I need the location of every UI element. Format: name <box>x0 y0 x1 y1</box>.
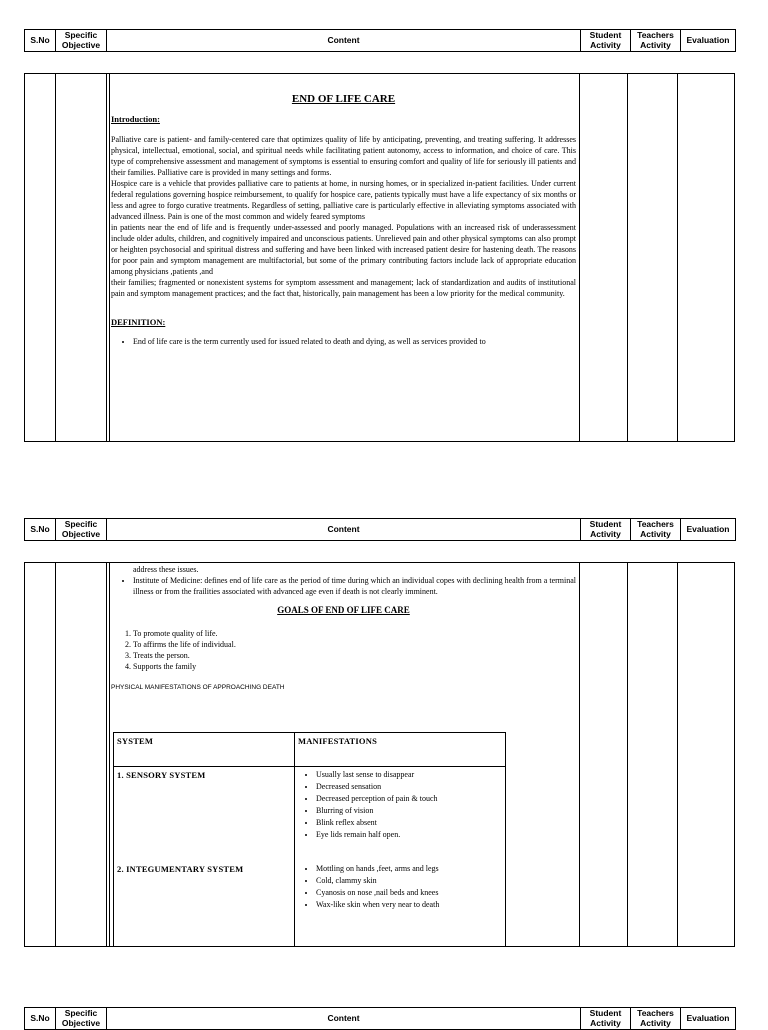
definition-item: • Institute of Medicine: defines end of life care as the period of time during which an individual copes with declining health from a terminal illness or from the frailities associated with advanced age even if death is not clearly imminent. <box>133 575 576 597</box>
manifestation-item: • Blurring of vision <box>316 805 502 817</box>
header-evaluation: Evaluation <box>681 519 736 541</box>
table-header-system: SYSTEM <box>114 733 295 767</box>
manifestation-item: • Wax-like skin when very near to death <box>316 899 502 911</box>
system-name: 1. SENSORY SYSTEM <box>114 767 295 861</box>
page-2-body <box>24 562 735 947</box>
manifestation-item: • Eye lids remain half open. <box>316 829 502 841</box>
content-column <box>111 564 576 693</box>
introduction-heading: Introduction: <box>111 114 160 124</box>
header-sno: S.No <box>25 519 56 541</box>
intro-paragraph-2: Hospice care is a vehicle that provides palliative care to patients at home, in nursing homes, or in specialized in-patient facilities. Under current federal regulations governing hospice reimbursement, to qualify for hospice care, patients typically must have a life expectancy of six months or less and agree to forgo curative treatments. Regardless of setting, palliative care is particularly effective in alleviating symptoms associated with advanced illness. Pain is one of the most common and widely feared symptoms <box>111 179 576 221</box>
continued-text: address these issues. <box>133 565 199 574</box>
manifestation-item: • Mottling on hands ,feet, arms and legs <box>316 863 502 875</box>
intro-paragraph-3: in patients near the end of life and is frequently under-assessed and poorly managed. Populations with an increased risk of underassessment include older adults, children, and cognitively impaired and unconscious patients. Unrelieved pain and other physical symptoms can also prompt or heighten psychosocial and spiritual distress and suffering and have been linked with increased patient desire for hastening death. The reasons for poor pain and symptom management are multifactorial, but some of the primary contributing factors include lack of appropriate education among physicians ,patients ,and <box>111 223 576 276</box>
column-header-2 <box>24 518 736 541</box>
manifestations-cell <box>295 767 506 861</box>
intro-paragraph-4: their families; fragmented or nonexistent systems for symptom assessment and management; lack of standardization and audits of institutional pain and symptom management practices; and the fact that, historically, pain management has been a low priority for the medical community. <box>111 278 576 298</box>
definition-heading: DEFINITION: <box>111 317 166 327</box>
goal-item: 4. Supports the family <box>133 661 576 672</box>
system-name: 2. INTEGUMENTARY SYSTEM <box>114 861 295 947</box>
header-specific-objective: Specific Objective <box>56 519 107 541</box>
manifestation-item: • Cyanosis on nose ,nail beds and knees <box>316 887 502 899</box>
manifestation-item: • Decreased perception of pain & touch <box>316 793 502 805</box>
header-sno: S.No <box>25 1008 56 1030</box>
manifestations-cell <box>295 861 506 947</box>
header-student-activity: Student Activity <box>581 1008 631 1030</box>
header-teachers-activity: Teachers Activity <box>631 30 681 52</box>
definition-item: • End of life care is the term currently used for issued related to death and dying, as well as services provided to <box>133 336 576 347</box>
column-header-1 <box>24 29 736 52</box>
column-header-3 <box>24 1007 736 1030</box>
goal-item: 2. To affirms the life of individual. <box>133 639 576 650</box>
physical-manifestations-heading: PHYSICAL MANIFESTATIONS OF APPROACHING DEATH <box>111 684 285 691</box>
intro-paragraph-1: Palliative care is patient- and family-centered care that optimizes quality of life by anticipating, preventing, and treating suffering. It addresses physical, intellectual, emotional, social, and spiritual needs while facilitating patient autonomy, access to information, and choice of care. This type of comprehensive assessment and management of symptoms is essential to ensuring comfort and quality of life for seriously ill patients and their families. Palliative care is provided in many settings and forms. <box>111 135 576 177</box>
manifestations-table <box>113 732 506 947</box>
content-column <box>111 94 576 347</box>
header-evaluation: Evaluation <box>681 1008 736 1030</box>
header-teachers-activity: Teachers Activity <box>631 1008 681 1030</box>
header-content: Content <box>107 519 581 541</box>
header-evaluation: Evaluation <box>681 30 736 52</box>
manifestation-item: • Blink reflex absent <box>316 817 502 829</box>
header-content: Content <box>107 30 581 52</box>
header-specific-objective: Specific Objective <box>56 30 107 52</box>
header-sno: S.No <box>25 30 56 52</box>
header-student-activity: Student Activity <box>581 519 631 541</box>
goals-list <box>111 628 576 672</box>
page-1-body <box>24 73 735 442</box>
goals-heading: GOALS OF END OF LIFE CARE <box>277 605 410 615</box>
manifestation-item: • Cold, clammy skin <box>316 875 502 887</box>
definition-list <box>111 336 576 347</box>
definition-list <box>111 575 576 597</box>
goal-item: 1. To promote quality of life. <box>133 628 576 639</box>
header-content: Content <box>107 1008 581 1030</box>
table-header-manifestations: MANIFESTATIONS <box>295 733 506 767</box>
manifestation-item: • Usually last sense to disappear <box>316 769 502 781</box>
header-student-activity: Student Activity <box>581 30 631 52</box>
header-specific-objective: Specific Objective <box>56 1008 107 1030</box>
page-title: END OF LIFE CARE <box>291 93 396 105</box>
header-teachers-activity: Teachers Activity <box>631 519 681 541</box>
manifestation-item: • Decreased sensation <box>316 781 502 793</box>
goal-item: 3. Treats the person. <box>133 650 576 661</box>
